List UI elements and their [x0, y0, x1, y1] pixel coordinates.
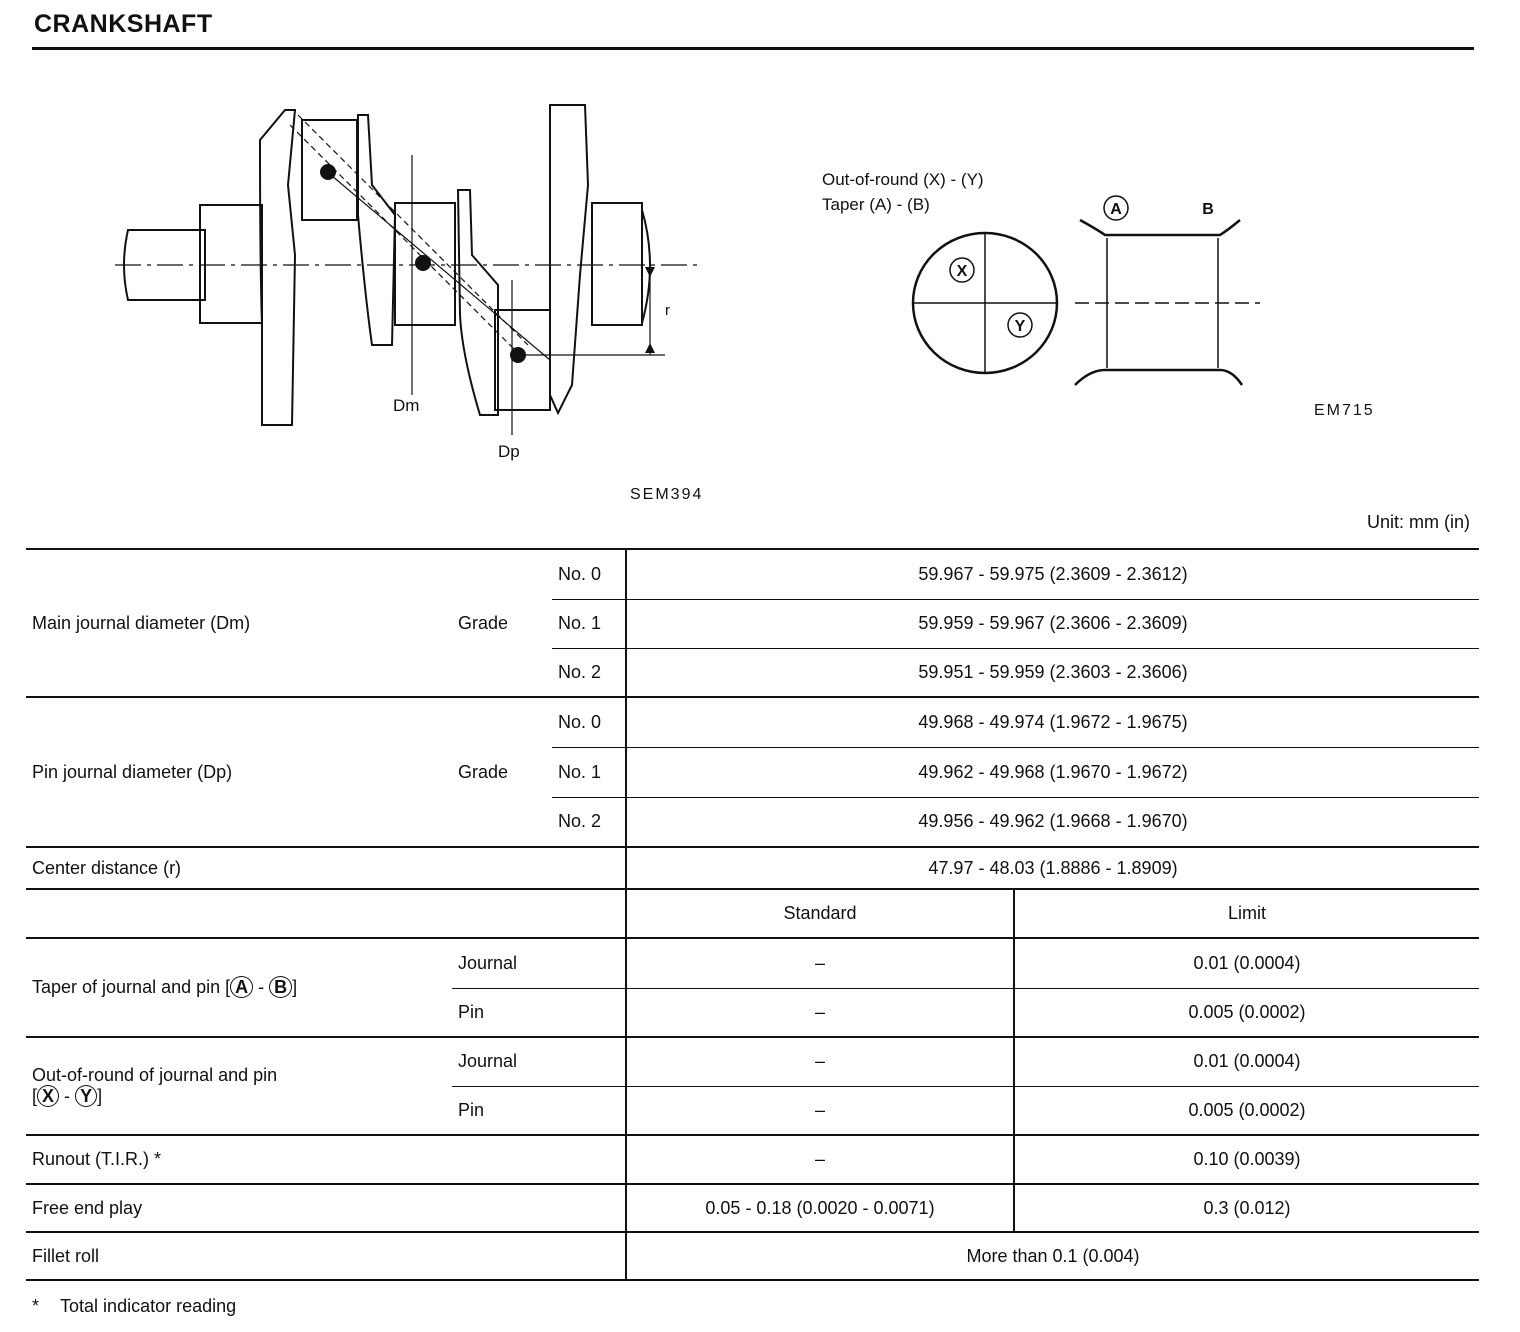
circle-y-label: Y [75, 1085, 97, 1107]
label-dm: Dm [393, 396, 420, 415]
circle-a-label: A [230, 976, 253, 998]
label-dp: Dp [498, 442, 520, 461]
center-distance-value: 47.97 - 48.03 (1.8886 - 1.8909) [626, 847, 1479, 889]
oor-pin-limit: 0.005 (0.0002) [1014, 1086, 1479, 1135]
figure-code-right: EM715 [1314, 402, 1375, 419]
out-of-round-label: Out-of-round (X) - (Y) [822, 170, 984, 189]
oor-journal-label: Journal [452, 1037, 626, 1086]
out-of-round-text: Out-of-round [822, 170, 919, 189]
runout-label: Runout (T.I.R.) * [26, 1135, 626, 1184]
taper-text: Taper [822, 195, 865, 214]
diagram-b-label: B [1202, 201, 1214, 218]
diagram-x-label: X [956, 263, 968, 280]
title-rule [32, 47, 1474, 50]
pin-grade-value: 49.962 - 49.968 (1.9670 - 1.9672) [626, 747, 1479, 797]
pin-grade-value: 49.956 - 49.962 (1.9668 - 1.9670) [626, 797, 1479, 847]
crankshaft-spec-table [26, 548, 1479, 1281]
pin-journal-label: Pin journal diameter (Dp) [26, 697, 452, 847]
taper-pin-limit: 0.005 (0.0002) [1014, 988, 1479, 1037]
runout-standard: – [626, 1135, 1014, 1184]
a-label: A [874, 195, 887, 214]
main-grade-no: No. 0 [552, 549, 626, 599]
fillet-roll-value: More than 0.1 (0.004) [626, 1232, 1479, 1280]
center-distance-label: Center distance (r) [26, 847, 626, 889]
oor-journal-standard: – [626, 1037, 1014, 1086]
table-row [26, 1232, 1479, 1280]
footnote-mark: * [32, 1296, 40, 1316]
table-row [26, 697, 1479, 747]
free-end-play-label: Free end play [26, 1184, 626, 1232]
footnote-text: Total indicator reading [60, 1296, 237, 1316]
limit-header: Limit [1014, 889, 1479, 938]
standard-header: Standard [626, 889, 1014, 938]
table-row [26, 1184, 1479, 1232]
main-grade-value: 59.959 - 59.967 (2.3606 - 2.3609) [626, 599, 1479, 648]
table-row [26, 549, 1479, 599]
label-r: r [665, 302, 670, 319]
main-journal-label: Main journal diameter (Dm) [26, 549, 452, 697]
main-journal-grade: Grade [452, 549, 552, 697]
pin-grade-no: No. 2 [552, 797, 626, 847]
oor-pin-label: Pin [452, 1086, 626, 1135]
taper-pin-standard: – [626, 988, 1014, 1037]
taper-journal-label: Journal [452, 938, 626, 988]
main-grade-value: 59.967 - 59.975 (2.3609 - 2.3612) [626, 549, 1479, 599]
main-grade-no: No. 2 [552, 648, 626, 697]
taper-pin-label: Pin [452, 988, 626, 1037]
pin-journal-grade: Grade [452, 697, 552, 847]
fillet-roll-label: Fillet roll [26, 1232, 626, 1280]
crankshaft-diagram [110, 95, 710, 475]
diagram-y-label: Y [1014, 318, 1026, 335]
circle-x-label: X [37, 1085, 59, 1107]
out-of-round-label-cell: Out-of-round of journal and pin [ X - Y ] [26, 1037, 452, 1135]
footnote [32, 1296, 236, 1317]
x-label: X [928, 170, 941, 189]
table-header-row [26, 889, 1479, 938]
circle-b-label: B [269, 976, 292, 998]
oor-journal-limit: 0.01 (0.0004) [1014, 1037, 1479, 1086]
table-row [26, 847, 1479, 889]
diagram-a-label: A [1110, 201, 1122, 218]
figure-code-left: SEM394 [630, 486, 704, 503]
pin-grade-no: No. 0 [552, 697, 626, 747]
free-end-play-limit: 0.3 (0.012) [1014, 1184, 1479, 1232]
pin-grade-no: No. 1 [552, 747, 626, 797]
table-row [26, 1037, 1479, 1086]
runout-limit: 0.10 (0.0039) [1014, 1135, 1479, 1184]
unit-label: Unit: mm (in) [1367, 512, 1470, 532]
free-end-play-standard: 0.05 - 0.18 (0.0020 - 0.0071) [626, 1184, 1014, 1232]
taper-label: Taper (A) - (B) [822, 195, 930, 214]
b-label: B [912, 195, 925, 214]
table-row [26, 1135, 1479, 1184]
taper-label-cell: Taper of journal and pin [ A - B ] [26, 938, 452, 1037]
table-row [26, 938, 1479, 988]
oor-pin-standard: – [626, 1086, 1014, 1135]
taper-journal-standard: – [626, 938, 1014, 988]
y-label: Y [966, 170, 978, 189]
main-grade-value: 59.951 - 59.959 (2.3603 - 2.3606) [626, 648, 1479, 697]
page-title: CRANKSHAFT [34, 10, 213, 38]
main-grade-no: No. 1 [552, 599, 626, 648]
taper-diagram [900, 190, 1280, 390]
pin-grade-value: 49.968 - 49.974 (1.9672 - 1.9675) [626, 697, 1479, 747]
taper-journal-limit: 0.01 (0.0004) [1014, 938, 1479, 988]
